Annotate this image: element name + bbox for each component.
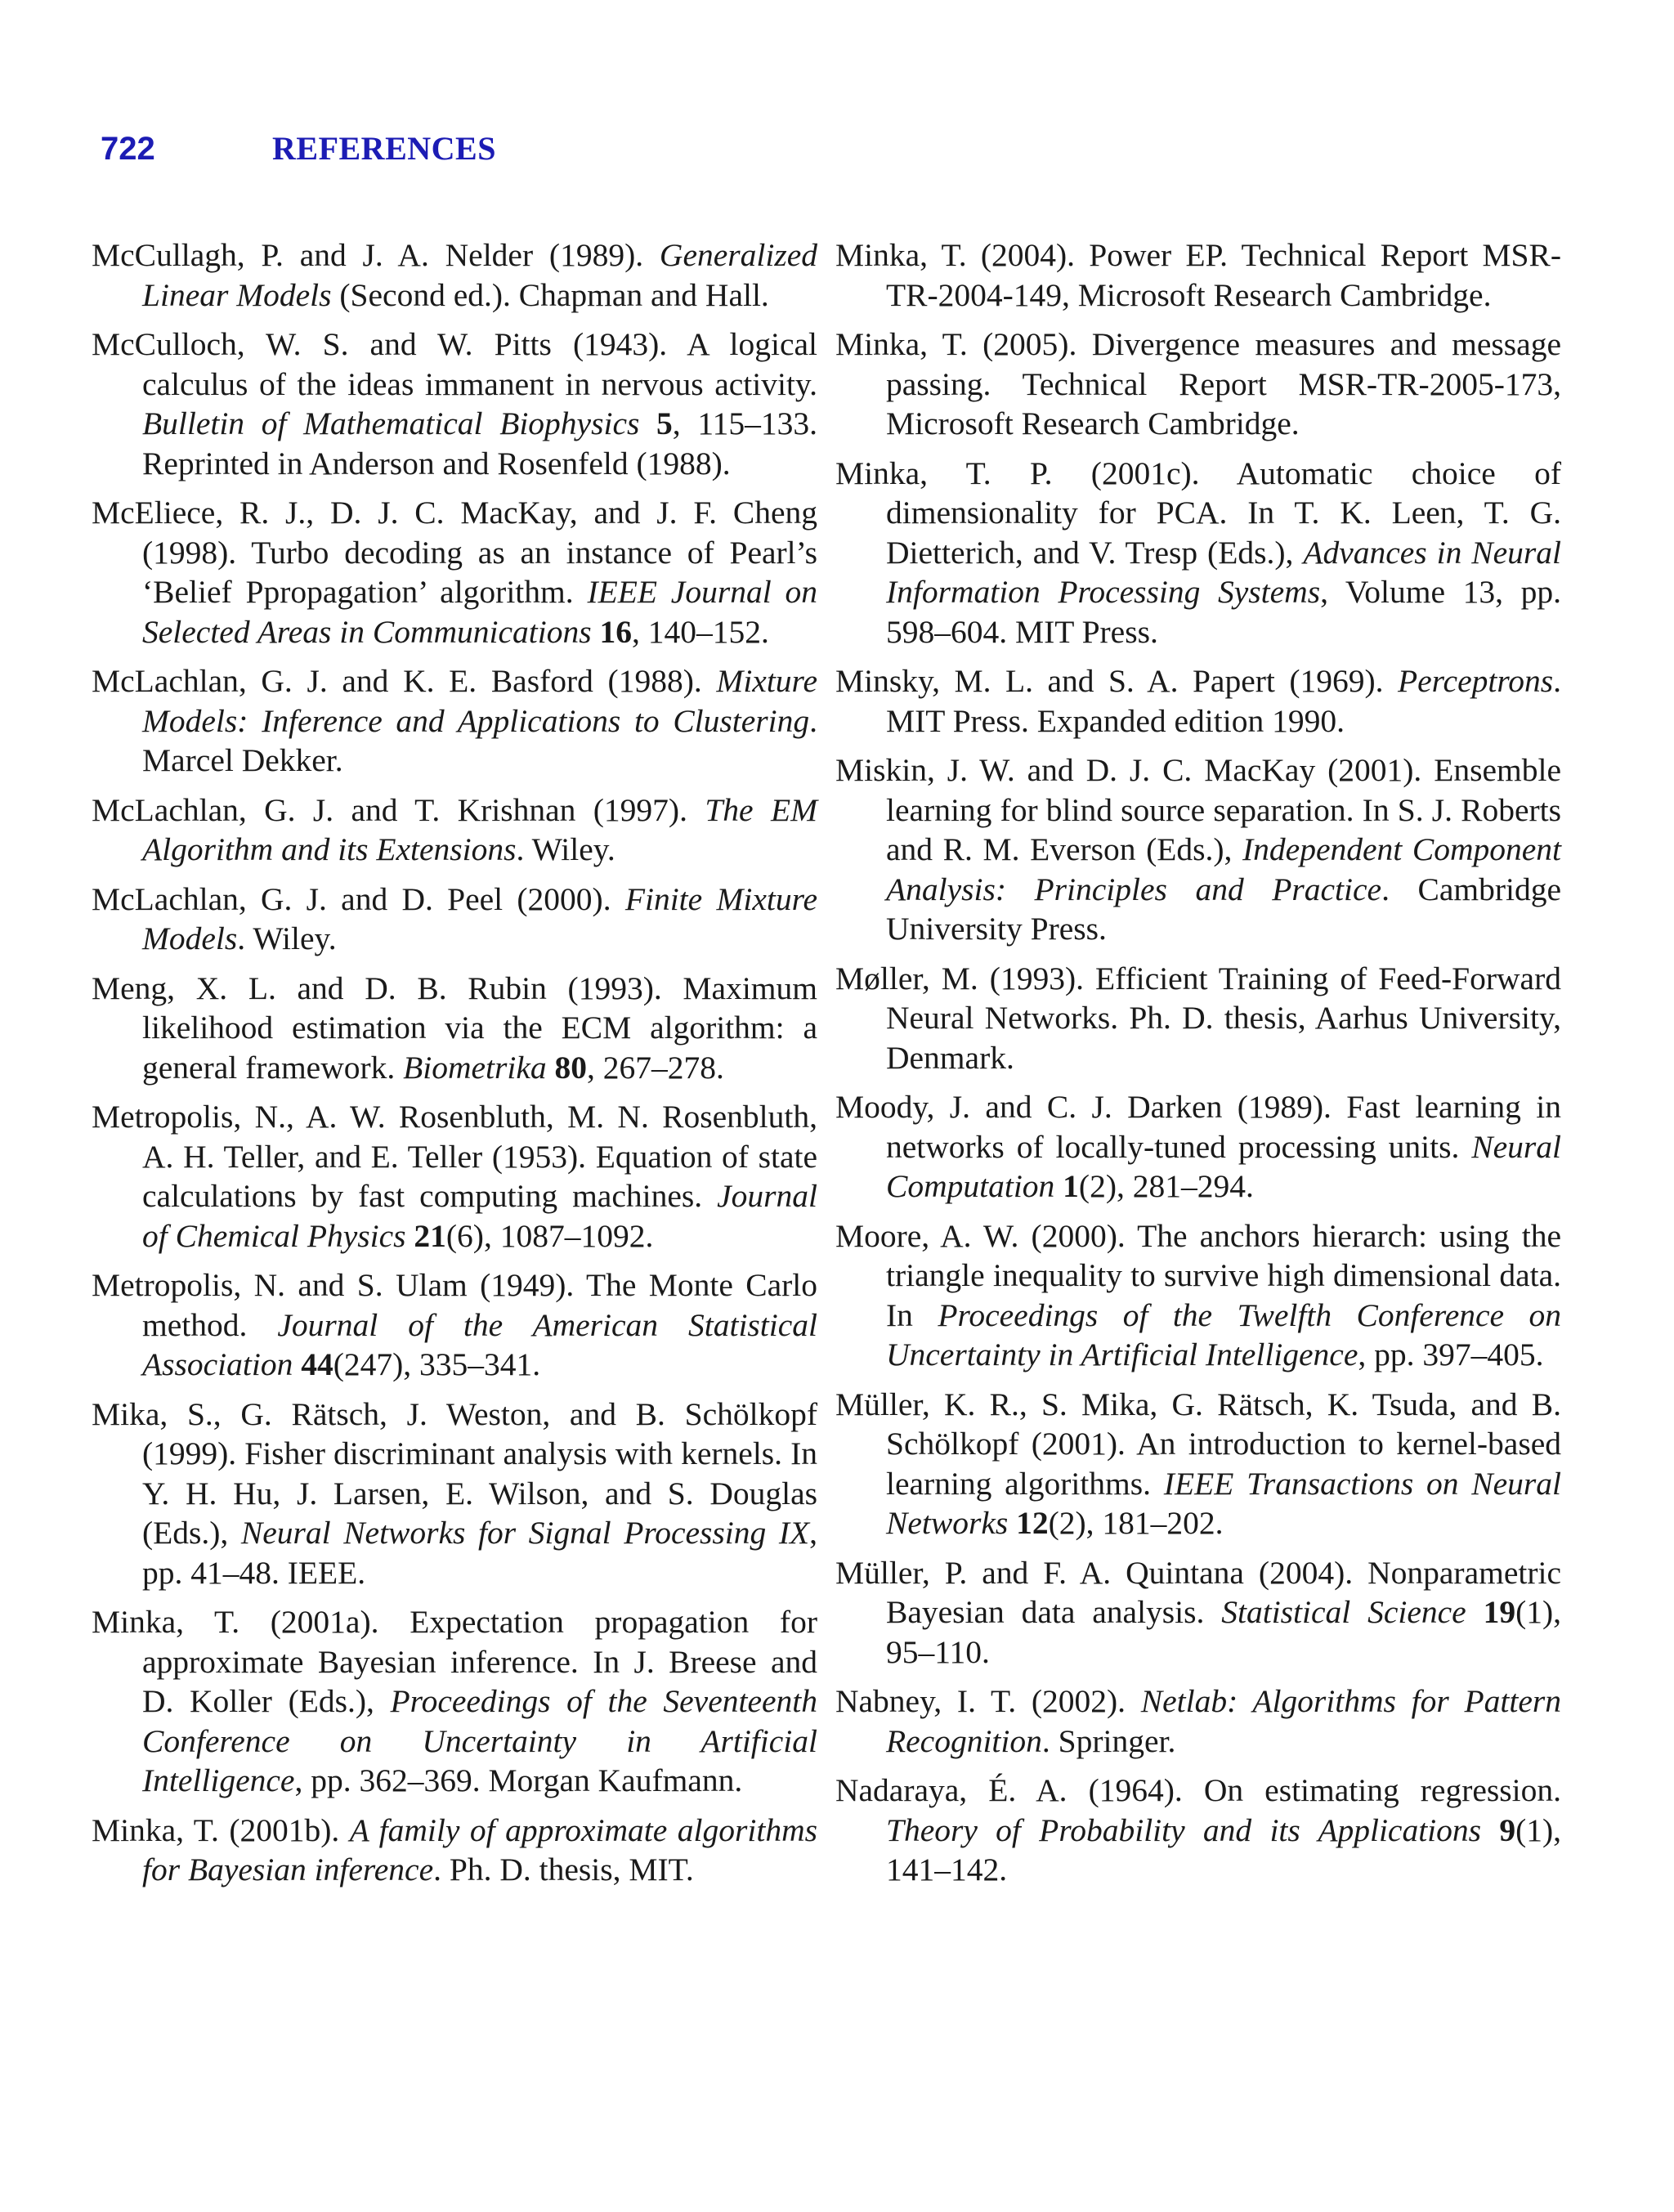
section-title: REFERENCES [272, 130, 496, 167]
reference-title: IEEE Journal on Selected Areas in Communications [142, 574, 818, 650]
reference-text [639, 405, 656, 441]
reference-text: . Cambridge University Press. [886, 871, 1561, 947]
reference-title: Neural Computation [886, 1128, 1561, 1204]
reference-title: Neural Networks for Signal Processing IX [240, 1515, 810, 1551]
reference-title: Biometrika [403, 1049, 547, 1086]
reference-text: . Wiley. [516, 831, 615, 867]
reference-text: Minka, T. (2004). Power EP. Technical Report MSR-TR-2004-149, Microsoft Research Cambridge. [835, 237, 1561, 313]
reference-title: Advances in Neural Information Processing Systems [886, 534, 1562, 610]
reference-text: Metropolis, N. and S. Ulam (1949). The Monte Carlo method. [92, 1267, 817, 1343]
reference-title: Proceedings of the Seventeenth Conference on Uncertainty in Artificial Intelligence [142, 1683, 817, 1798]
reference-text [592, 614, 600, 650]
reference-entry [92, 325, 817, 483]
reference-text [1481, 1812, 1499, 1848]
reference-entry [835, 1553, 1561, 1672]
reference-text: (2), 181–202. [1048, 1505, 1224, 1541]
reference-title: Perceptrons [1397, 663, 1554, 699]
reference-text: Miskin, J. W. and D. J. C. MacKay (2001). Ensemble learning for blind source separation. In S. J. Roberts and R. M. Everson (Eds.), [835, 752, 1561, 867]
reference-text: Moody, J. and C. J. Darken (1989). Fast learning in networks of locally-tuned processing units. [835, 1089, 1561, 1165]
reference-text: Minka, T. P. (2001c). Automatic choice of dimensionality for PCA. In T. K. Leen, T. G. Dietterich, and V. Tresp (Eds.), [835, 454, 1561, 571]
reference-text: , pp. 41–48. IEEE. [142, 1515, 817, 1591]
reference-volume: 19 [1483, 1594, 1516, 1630]
reference-text: (6), 1087–1092. [445, 1217, 654, 1254]
reference-volume: 9 [1499, 1811, 1516, 1848]
left-column [92, 235, 817, 1900]
reference-title: Theory of Probability and its Applications [886, 1811, 1482, 1848]
reference-text: (1), 95–110. [886, 1594, 1561, 1670]
reference-text: . Springer. [1041, 1722, 1176, 1759]
reference-entry [835, 1216, 1561, 1375]
reference-entry [835, 454, 1561, 652]
reference-volume: 80 [554, 1049, 588, 1086]
reference-entry [92, 235, 817, 315]
reference-title: Proceedings of the Twelfth Conference on Uncertainty in Artificial Intelligence [886, 1296, 1561, 1372]
reference-title: Independent Component Analysis: Principles and Practice [886, 831, 1561, 907]
reference-text: McCullagh, P. and J. A. Nelder (1989). [92, 237, 660, 273]
reference-text [1054, 1168, 1063, 1204]
reference-text: Minka, T. (2001a). Expectation propagation for approximate Bayesian inference. In J. Breese and D. Koller (Eds.), [92, 1604, 817, 1719]
reference-text: (247), 335–341. [333, 1346, 541, 1382]
reference-text: Müller, K. R., S. Mika, G. Rätsch, K. Tsuda, and B. Schölkopf (2001). An introduction to kernel-based learning algorithms. [835, 1386, 1561, 1502]
reference-text: (1), 141–142. [886, 1811, 1561, 1887]
reference-entry [92, 880, 817, 959]
reference-text: , pp. 397–405. [1358, 1337, 1544, 1372]
reference-title: Bulletin of Mathematical Biophysics [142, 405, 640, 441]
page-number: 722 [101, 131, 155, 167]
reference-text: (2), 281–294. [1078, 1168, 1254, 1204]
reference-text: Müller, P. and F. A. Quintana (2004). Nonparametric Bayesian data analysis. [835, 1554, 1561, 1630]
reference-title: Netlab: Algorithms for Pattern Recognition [886, 1683, 1561, 1759]
reference-text [406, 1218, 414, 1254]
reference-title: Mixture Models: Inference and Applications to Clustering [142, 663, 817, 739]
reference-title: Generalized Linear Models [142, 237, 817, 313]
reference-entry [92, 969, 817, 1088]
reference-text: (Second ed.). Chapman and Hall. [331, 276, 769, 313]
reference-volume: 5 [656, 405, 673, 441]
reference-entry [92, 1602, 817, 1801]
reference-entry [92, 790, 817, 870]
reference-text: Minsky, M. L. and S. A. Papert (1969). [835, 663, 1398, 699]
reference-volume: 12 [1016, 1505, 1049, 1541]
reference-title: Journal of the American Statistical Association [142, 1306, 817, 1382]
reference-text: , pp. 362–369. Morgan Kaufmann. [294, 1762, 743, 1798]
page-header [101, 129, 496, 178]
reference-text: Metropolis, N., A. W. Rosenbluth, M. N. Rosenbluth, A. H. Teller, and E. Teller (1953). Equation of state calculations by fast computing machines. [92, 1099, 817, 1214]
reference-title: Journal of Chemical Physics [142, 1178, 817, 1254]
reference-entry [92, 1097, 817, 1256]
reference-entry [835, 661, 1561, 741]
reference-text: McEliece, R. J., D. J. C. MacKay, and J. F. Cheng (1998). Turbo decoding as an instance of Pearl’s ‘Belief Ppropagation’ algorithm. [92, 495, 817, 610]
reference-text: , 140–152. [632, 613, 769, 650]
reference-entry [835, 750, 1561, 949]
right-column [835, 235, 1561, 1900]
reference-text: McCulloch, W. S. and W. Pitts (1943). A logical calculus of the ideas immanent in nervous activity. [92, 326, 817, 402]
reference-title: Finite Mixture Models [142, 880, 818, 956]
reference-text: McLachlan, G. J. and T. Krishnan (1997). [92, 791, 705, 828]
reference-entry [92, 661, 817, 781]
reference-volume: 1 [1063, 1168, 1079, 1204]
reference-title: IEEE Transactions on Neural Networks [886, 1465, 1562, 1541]
reference-text: Meng, X. L. and D. B. Rubin (1993). Maximum likelihood estimation via the ECM algorithm: a general framework. [92, 969, 817, 1086]
reference-text: Nadaraya, É. A. (1964). On estimating regression. [835, 1772, 1561, 1808]
reference-text: McLachlan, G. J. and K. E. Basford (1988). [92, 663, 717, 699]
reference-text [293, 1346, 301, 1382]
reference-text: , 115–133. Reprinted in Anderson and Rosenfeld (1988). [142, 405, 817, 481]
reference-volume: 44 [301, 1346, 333, 1382]
reference-entry [92, 1265, 817, 1385]
reference-text: McLachlan, G. J. and D. Peel (2000). [92, 880, 625, 917]
reference-volume: 21 [414, 1217, 446, 1254]
reference-text [1466, 1594, 1484, 1630]
reference-entry [835, 1681, 1561, 1761]
reference-entry [835, 325, 1561, 444]
reference-entry [835, 1385, 1561, 1543]
reference-entry [835, 959, 1561, 1078]
reference-text: . Ph. D. thesis, MIT. [433, 1852, 694, 1887]
reference-text: . MIT Press. Expanded edition 1990. [886, 663, 1561, 739]
reference-text: Møller, M. (1993). Efficient Training of Feed-Forward Neural Networks. Ph. D. thesis, Aarhus University, Denmark. [835, 960, 1561, 1076]
reference-text: , Volume 13, pp. 598–604. MIT Press. [886, 574, 1561, 650]
reference-title: Statistical Science [1221, 1594, 1466, 1630]
reference-text: , 267–278. [587, 1049, 724, 1086]
reference-entry [835, 1087, 1561, 1207]
reference-entry [92, 1811, 817, 1890]
reference-entry [835, 235, 1561, 315]
reference-columns [92, 235, 1561, 1900]
reference-text: Moore, A. W. (2000). The anchors hierarch: using the triangle inequality to survive high dimensional data. In [835, 1217, 1561, 1333]
reference-text: . Wiley. [237, 920, 337, 956]
reference-text: Mika, S., G. Rätsch, J. Weston, and B. Schölkopf (1999). Fisher discriminant analysis with kernels. In Y. H. Hu, J. Larsen, E. Wilson, and S. Douglas (Eds.), [92, 1395, 817, 1551]
reference-text: Minka, T. (2001b). [92, 1811, 350, 1848]
reference-title: A family of approximate algorithms for Bayesian inference [142, 1811, 818, 1887]
reference-text: Nabney, I. T. (2002). [835, 1683, 1141, 1719]
reference-entry [92, 493, 817, 652]
reference-title: The EM Algorithm and its Extensions [142, 791, 817, 867]
reference-entry [92, 1395, 817, 1593]
reference-volume: 16 [599, 613, 632, 650]
reference-entry [835, 1771, 1561, 1890]
reference-text: . Marcel Dekker. [142, 702, 817, 778]
reference-text: Minka, T. (2005). Divergence measures and message passing. Technical Report MSR-TR-2005-173, Microsoft Research Cambridge. [835, 326, 1561, 441]
reference-text [547, 1050, 555, 1086]
reference-text [1008, 1505, 1016, 1541]
